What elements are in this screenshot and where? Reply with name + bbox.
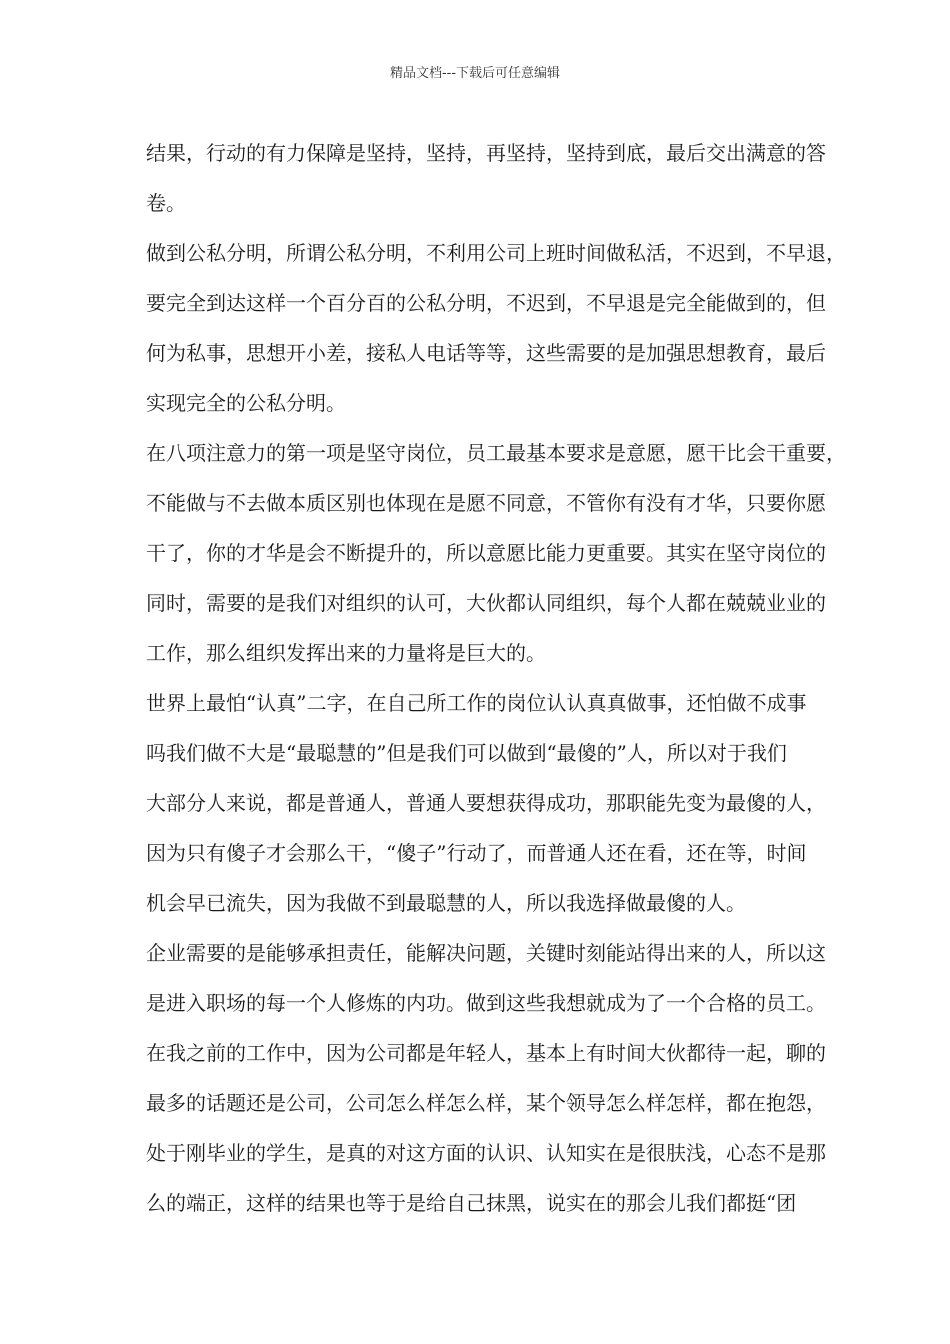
- text-line: 同时，需要的是我们对组织的认可，大伙都认同组织，每个人都在兢兢业业的: [146, 591, 826, 615]
- text-line: 实现完全的公私分明。: [146, 391, 346, 415]
- text-line: 机会早已流失，因为我做不到最聪慧的人，所以我选择做最傻的人。: [146, 891, 746, 915]
- text-line: 结果，行动的有力保障是坚持，坚持，再坚持，坚持到底，最后交出满意的答: [146, 141, 826, 165]
- text-line: 干了，你的才华是会不断提升的，所以意愿比能力更重要。其实在坚守岗位的: [146, 541, 826, 565]
- page-header: 精品文档---下载后可任意编辑: [389, 66, 561, 81]
- text-line: 何为私事，思想开小差，接私人电话等等，这些需要的是加强思想教育，最后: [146, 341, 826, 365]
- text-line: 处于刚毕业的学生，是真的对这方面的认识、认知实在是很肤浅，心态不是那: [146, 1141, 826, 1165]
- text-line: 企业需要的是能够承担责任，能解决问题，关键时刻能站得出来的人，所以这: [146, 941, 826, 965]
- text-line: 工作，那么组织发挥出来的力量将是巨大的。: [146, 641, 546, 665]
- text-line: 么的端正，这样的结果也等于是给自己抹黑，说实在的那会儿我们都挺“团: [146, 1191, 797, 1215]
- text-line: 要完全到达这样一个百分百的公私分明，不迟到，不早退是完全能做到的，但: [146, 291, 826, 315]
- text-line: 卷。: [146, 191, 186, 215]
- text-line: 最多的话题还是公司，公司怎么样怎么样，某个领导怎么样怎样，都在抱怨，: [146, 1091, 826, 1115]
- text-line: 大部分人来说，都是普通人，普通人要想获得成功，那职能先变为最傻的人，: [146, 791, 826, 815]
- text-line: 在我之前的工作中，因为公司都是年轻人，基本上有时间大伙都待一起，聊的: [146, 1041, 826, 1065]
- text-line: 在八项注意力的第一项是坚守岗位，员工最基本要求是意愿，愿干比会干重要，: [146, 441, 846, 465]
- text-line: 因为只有傻子才会那么干，“傻子”行动了，而普通人还在看，还在等，时间: [146, 841, 807, 865]
- text-line: 世界上最怕“认真”二字，在自己所工作的岗位认认真真做事，还怕做不成事: [146, 691, 807, 715]
- text-line: 吗我们做不大是“最聪慧的”但是我们可以做到“最傻的”人，所以对于我们: [146, 741, 787, 765]
- body-text: [146, 128, 846, 1228]
- text-line: 做到公私分明，所谓公私分明，不利用公司上班时间做私活，不迟到，不早退，: [146, 241, 846, 265]
- text-line: 不能做与不去做本质区别也体现在是愿不同意，不管你有没有才华，只要你愿: [146, 491, 826, 515]
- text-line: 是进入职场的每一个人修炼的内功。做到这些我想就成为了一个合格的员工。: [146, 991, 826, 1015]
